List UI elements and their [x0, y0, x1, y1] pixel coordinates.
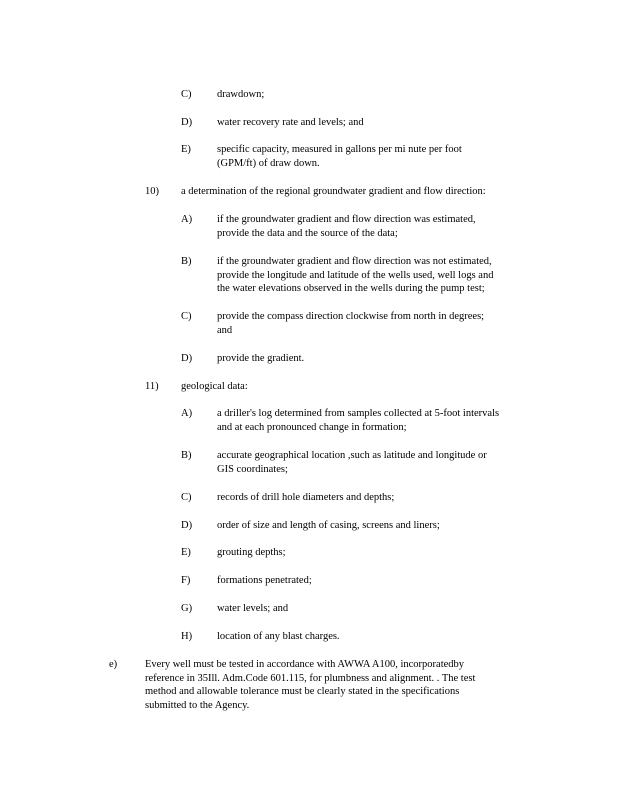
paragraph-text: Every well must be tested in accordance with AWWA A100, incorporatedby reference in 35Ill. Adm.Code 601.115, for plumbness and alignment. . The test method and allowable tolerance must be clearly stated in the specifications submitted to the Agency. — [145, 659, 476, 711]
section-number: 10) — [145, 186, 159, 197]
section-heading: geological data: — [181, 381, 248, 392]
section-number: 11) — [145, 381, 159, 392]
list-item-text: drawdown; — [217, 89, 265, 100]
list-marker: B) — [181, 256, 192, 267]
list-marker: C) — [181, 492, 192, 503]
list-item-text: provide the gradient. — [217, 353, 305, 364]
list-marker: E) — [181, 547, 191, 558]
list-item-text: water recovery rate and levels; and — [217, 117, 364, 128]
list-marker: A) — [181, 214, 193, 225]
list-item-text: if the groundwater gradient and flow direction was estimated, provide the data and the source of the data; — [217, 214, 476, 239]
list-marker: G) — [181, 603, 193, 614]
list-item-text: grouting depths; — [217, 547, 286, 558]
list-marker: E) — [181, 144, 191, 155]
list-item-text: accurate geographical location ,such as latitude and longitude or GIS coordinates; — [217, 450, 487, 475]
list-item-text: provide the compass direction clockwise from north in degrees; and — [217, 311, 485, 336]
list-marker: H) — [181, 631, 193, 642]
list-marker: F) — [181, 575, 191, 586]
list-marker: D) — [181, 117, 193, 128]
list-item-text: location of any blast charges. — [217, 631, 340, 642]
list-marker: D) — [181, 353, 193, 364]
paragraph-marker: e) — [109, 659, 118, 670]
list-item-text: formations penetrated; — [217, 575, 312, 586]
section-heading: a determination of the regional groundwater gradient and flow direction: — [181, 186, 486, 197]
list-marker: A) — [181, 408, 193, 419]
list-marker: C) — [181, 89, 192, 100]
list-marker: C) — [181, 311, 192, 322]
list-marker: B) — [181, 450, 192, 461]
list-item-text: if the groundwater gradient and flow direction was not estimated, provide the longitude and latitude of the wells used, well logs and the water elevations observed in the wells during the pump test; — [217, 256, 494, 294]
list-item-text: order of size and length of casing, screens and liners; — [217, 520, 440, 531]
list-item-text: a driller's log determined from samples collected at 5-foot intervals and at each pronounced change in formation; — [217, 408, 500, 433]
list-marker: D) — [181, 520, 193, 531]
list-item-text: specific capacity, measured in gallons per mi nute per foot (GPM/ft) of draw down. — [217, 144, 462, 169]
list-item-text: water levels; and — [217, 603, 289, 614]
list-item-text: records of drill hole diameters and depths; — [217, 492, 395, 503]
